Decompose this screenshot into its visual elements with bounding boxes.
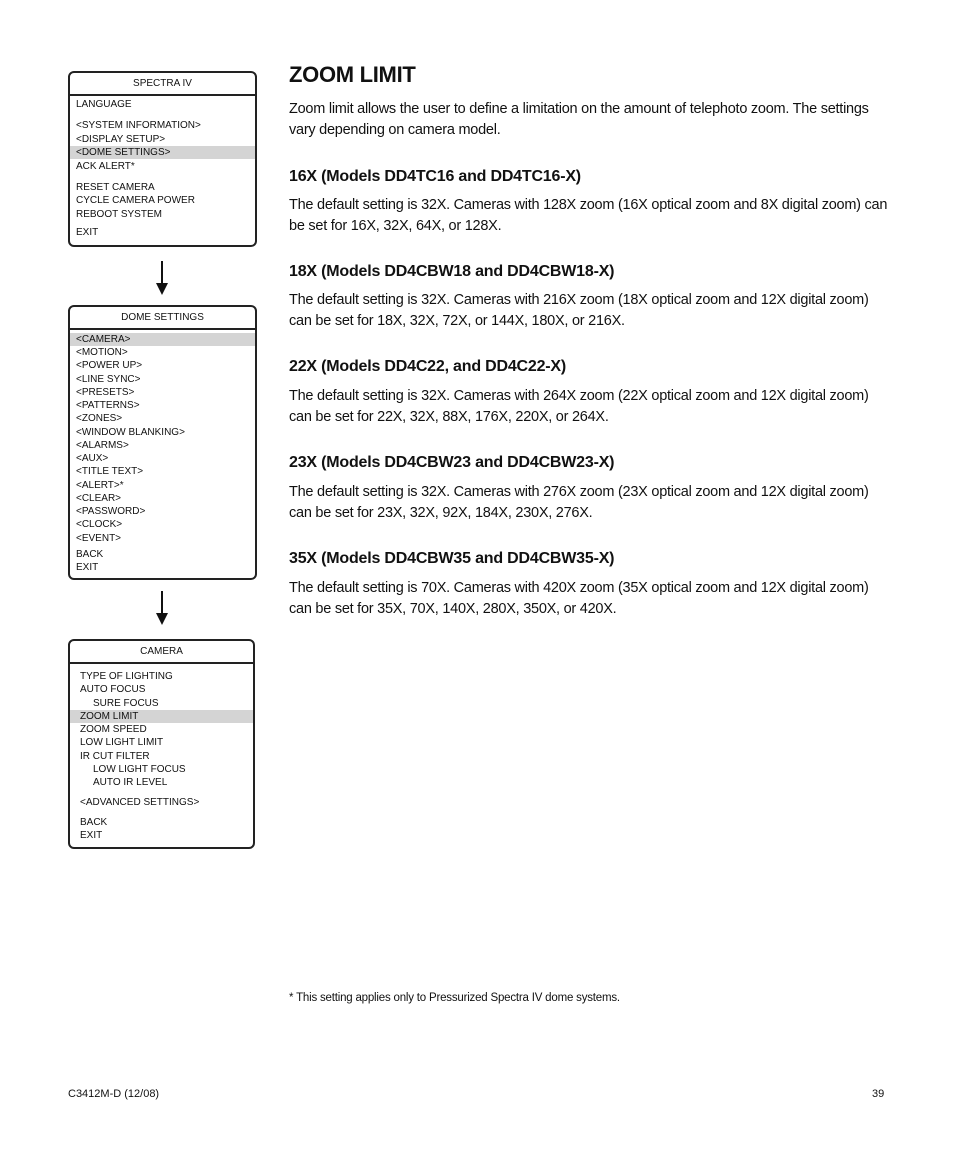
menu-item-window-blanking: <WINDOW BLANKING> bbox=[76, 427, 185, 438]
menu-item-exit: EXIT bbox=[76, 562, 99, 573]
section-heading-16x: 16X (Models DD4TC16 and DD4TC16-X) bbox=[289, 168, 581, 185]
menu-item-reset-camera: RESET CAMERA bbox=[76, 182, 155, 193]
menu-title: DOME SETTINGS bbox=[70, 307, 255, 330]
footnote: * This setting applies only to Pressurized Spectra IV dome systems. bbox=[289, 992, 620, 1004]
page-number: 39 bbox=[872, 1088, 885, 1100]
section-text-22x: The default setting is 32X. Cameras with 264X zoom (22X optical zoom and 12X digital zoom) can be set for 22X, 32X, 88X, 176X, 220X, or 264X. bbox=[289, 388, 869, 425]
menu-item-camera-highlighted: <CAMERA> bbox=[70, 333, 255, 346]
menu-item-auto-focus: AUTO FOCUS bbox=[80, 684, 146, 695]
menu-item-patterns: <PATTERNS> bbox=[76, 400, 140, 411]
menu-item-zoom-speed: ZOOM SPEED bbox=[80, 724, 147, 735]
section-text-18x: The default setting is 32X. Cameras with 216X zoom (18X optical zoom and 12X digital zoom) can be set for 18X, 32X, 72X, or 144X, 180X, or 216X. bbox=[289, 292, 869, 329]
section-text-16x: The default setting is 32X. Cameras with 128X zoom (16X optical zoom and 8X digital zoom) can be set for 16X, 32X, 64X, or 128X. bbox=[289, 197, 888, 234]
menu-item-auto-ir-level: AUTO IR LEVEL bbox=[93, 777, 168, 788]
menu-item-alert: <ALERT>* bbox=[76, 480, 124, 491]
document-id: C3412M-D (12/08) bbox=[68, 1088, 160, 1100]
menu-title: SPECTRA IV bbox=[70, 73, 255, 96]
menu-item-display-setup: <DISPLAY SETUP> bbox=[76, 134, 166, 145]
menu-item-aux: <AUX> bbox=[76, 453, 109, 464]
section-text-23x: The default setting is 32X. Cameras with 276X zoom (23X optical zoom and 12X digital zoom) can be set for 23X, 32X, 92X, 184X, 230X, 276X. bbox=[289, 484, 869, 521]
down-arrow-icon bbox=[156, 613, 168, 625]
menu-item-reboot-system: REBOOT SYSTEM bbox=[76, 209, 162, 220]
menu-item-clock: <CLOCK> bbox=[76, 519, 123, 530]
menu-item-line-sync: <LINE SYNC> bbox=[76, 374, 141, 385]
menu-item-zoom-limit-highlighted: ZOOM LIMIT bbox=[70, 710, 253, 723]
menu-item-dome-settings-highlighted: <DOME SETTINGS> bbox=[70, 146, 255, 159]
menu-item-ir-cut-filter: IR CUT FILTER bbox=[80, 751, 150, 762]
section-heading-23x: 23X (Models DD4CBW23 and DD4CBW23-X) bbox=[289, 454, 615, 471]
menu-item-exit: EXIT bbox=[80, 830, 103, 841]
menu-item-ack-alert: ACK ALERT* bbox=[76, 161, 135, 172]
menu-item-event: <EVENT> bbox=[76, 533, 122, 544]
menu-item-exit: EXIT bbox=[76, 227, 99, 238]
menu-item-alarms: <ALARMS> bbox=[76, 440, 129, 451]
menu-item-low-light-focus: LOW LIGHT FOCUS bbox=[93, 764, 186, 775]
menu-item-type-of-lighting: TYPE OF LIGHTING bbox=[80, 671, 173, 682]
menu-item-title-text: <TITLE TEXT> bbox=[76, 466, 144, 477]
page-title: ZOOM LIMIT bbox=[289, 62, 416, 87]
menu-dome-settings bbox=[68, 305, 257, 580]
section-text-35x: The default setting is 70X. Cameras with 420X zoom (35X optical zoom and 12X digital zoom) can be set for 35X, 70X, 140X, 280X, 350X, or 420X. bbox=[289, 580, 869, 617]
menu-item-system-information: <SYSTEM INFORMATION> bbox=[76, 120, 201, 131]
menu-camera bbox=[68, 639, 255, 849]
menu-item-power-up: <POWER UP> bbox=[76, 360, 143, 371]
flow-arrow-shaft bbox=[161, 591, 163, 613]
down-arrow-icon bbox=[156, 283, 168, 295]
section-heading-35x: 35X (Models DD4CBW35 and DD4CBW35-X) bbox=[289, 550, 615, 567]
menu-item-low-light-limit: LOW LIGHT LIMIT bbox=[80, 737, 164, 748]
section-heading-18x: 18X (Models DD4CBW18 and DD4CBW18-X) bbox=[289, 263, 615, 280]
intro-paragraph: Zoom limit allows the user to define a limitation on the amount of telephoto zoom. The settings vary depending on camera model. bbox=[289, 101, 869, 138]
menu-item-back: BACK bbox=[80, 817, 108, 828]
menu-item-cycle-camera-power: CYCLE CAMERA POWER bbox=[76, 195, 195, 206]
menu-item-advanced-settings: <ADVANCED SETTINGS> bbox=[80, 797, 200, 808]
menu-item-back: BACK bbox=[76, 549, 104, 560]
menu-spectra-iv bbox=[68, 71, 257, 247]
menu-item-presets: <PRESETS> bbox=[76, 387, 135, 398]
section-heading-22x: 22X (Models DD4C22, and DD4C22-X) bbox=[289, 358, 567, 375]
flow-arrow-shaft bbox=[161, 261, 163, 283]
menu-item-motion: <MOTION> bbox=[76, 347, 128, 358]
menu-title: CAMERA bbox=[70, 641, 253, 664]
menu-item-zones: <ZONES> bbox=[76, 413, 123, 424]
menu-item-password: <PASSWORD> bbox=[76, 506, 146, 517]
menu-item-language: LANGUAGE bbox=[76, 99, 132, 110]
menu-item-sure-focus: SURE FOCUS bbox=[93, 698, 159, 709]
menu-item-clear: <CLEAR> bbox=[76, 493, 122, 504]
